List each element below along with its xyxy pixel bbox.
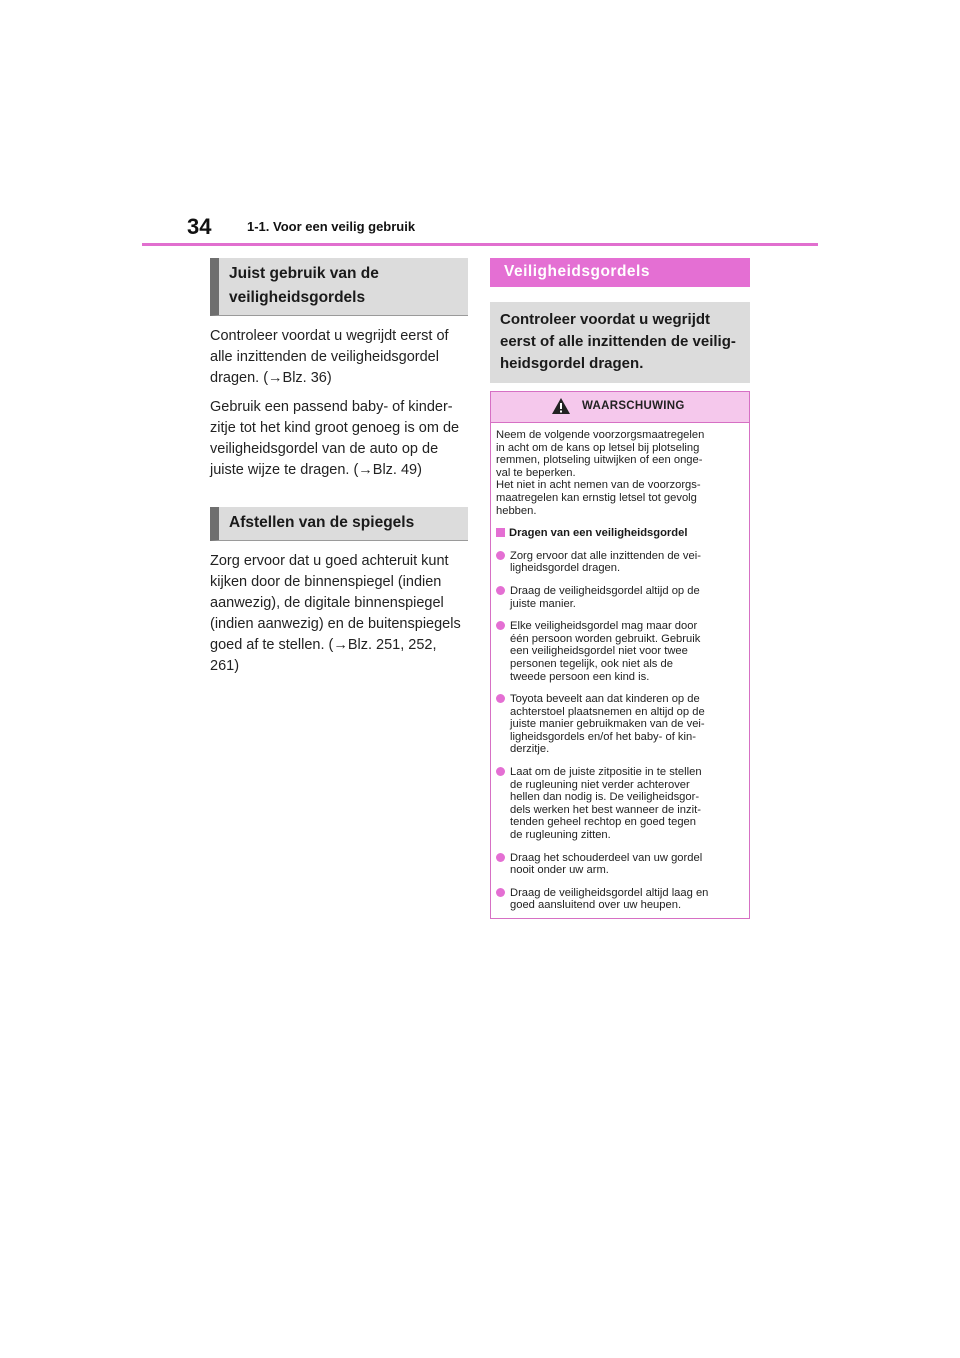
left-column — [210, 258, 468, 677]
list-item-text — [510, 766, 743, 842]
text-line: Gebruik een passend baby- of kinder- — [210, 399, 453, 415]
bullet-dot-icon — [496, 551, 505, 560]
text-line: achterstoel plaatsnemen en altijd op de — [510, 705, 705, 718]
heading-seatbelt-use — [210, 258, 468, 316]
text-line: Draag het schouderdeel van uw gordel — [510, 851, 703, 864]
text-line: juiste manier. — [510, 597, 576, 610]
list-item — [496, 585, 743, 610]
bullet-dot-icon — [496, 853, 505, 862]
list-item-text — [510, 550, 743, 575]
text-line: tweede persoon een kind is. — [510, 670, 650, 683]
text-line: derzitje. — [510, 743, 550, 756]
list-item-text — [510, 585, 743, 610]
square-marker-icon — [496, 528, 505, 537]
text-line: val te beperken. — [496, 466, 576, 479]
text-line: Toyota beveelt aan dat kinderen op de — [510, 693, 700, 706]
text-line: Neem de volgende voorzorgsmaatregelen — [496, 429, 705, 441]
list-item-text — [510, 620, 743, 683]
page-number: 34 — [187, 214, 212, 239]
text-line: dragen. (→Blz. 36) — [210, 370, 332, 386]
header-rule — [142, 243, 818, 246]
bullet-dot-icon — [496, 586, 505, 595]
list-item-text — [510, 887, 743, 912]
text-line: veiligheidsgordel van de auto op de — [210, 441, 439, 457]
text-line: (indien aanwezig) en de buitenspiegels — [210, 616, 461, 632]
heading-line: Afstellen van de spiegels — [229, 514, 415, 531]
list-item — [496, 550, 743, 575]
list-item — [496, 693, 743, 756]
text-line: hebben. — [496, 504, 537, 517]
text-line: alle inzittenden de veiligheidsgordel — [210, 349, 439, 365]
bullet-dot-icon — [496, 888, 505, 897]
list-item — [496, 620, 743, 683]
text-line: hellen dan nodig is. De veiligheidsgor- — [510, 791, 700, 804]
list-item-text — [510, 852, 743, 877]
paragraph-mirrors — [210, 551, 468, 677]
text-line: Draag de veiligheidsgordel altijd op de — [510, 584, 700, 597]
subheading-text: Dragen van een veiligheidsgordel — [509, 527, 688, 540]
warning-triangle-icon — [551, 397, 571, 415]
text-line: maatregelen kan ernstig letsel tot gevolg — [496, 491, 697, 504]
text-line: 261) — [210, 658, 240, 674]
warning-body — [491, 423, 749, 918]
warning-box — [490, 391, 750, 919]
summary-line: Controleer voordat u wegrijdt — [500, 311, 711, 328]
warning-subheading — [496, 527, 743, 540]
text-line: Het niet in acht nemen van de voorzorgs- — [496, 479, 701, 492]
list-item — [496, 852, 743, 877]
list-item — [496, 766, 743, 842]
text-line: Zorg ervoor dat u goed achteruit kunt — [210, 553, 449, 569]
summary-box — [490, 302, 750, 383]
warning-intro — [496, 429, 743, 517]
text-line: Zorg ervoor dat alle inzittenden de vei- — [510, 549, 701, 562]
summary-line: eerst of alle inzittenden de veilig- — [500, 333, 736, 350]
text-line: tenden geheel rechtop en goed tegen — [510, 816, 696, 829]
text-line: Elke veiligheidsgordel mag maar door — [510, 620, 698, 633]
text-line: Laat om de juiste zitpositie in te stellen — [510, 766, 702, 779]
text-line: een veiligheidsgordel niet voor twee — [510, 645, 688, 658]
text-line: kijken door de binnenspiegel (indien — [210, 574, 442, 590]
list-item — [496, 887, 743, 912]
warning-header — [491, 392, 749, 423]
text-line: zitje tot het kind groot genoeg is om de — [210, 420, 460, 436]
section-title-seatbelts: Veiligheidsgordels — [490, 258, 750, 287]
chapter-header: 1-1. Voor een veilig gebruik — [247, 219, 416, 234]
text-line: de rugleuning zitten. — [510, 829, 611, 842]
text-line: ligheidsgordel dragen. — [510, 562, 621, 575]
text-line: de rugleuning niet verder achterover — [510, 778, 690, 791]
text-line: één persoon worden gebruikt. Gebruik — [510, 632, 701, 645]
text-line: Controleer voordat u wegrijdt eerst of — [210, 328, 449, 344]
text-line: juiste wijze te dragen. (→Blz. 49) — [210, 462, 422, 478]
heading-mirrors — [210, 507, 468, 541]
bullet-dot-icon — [496, 767, 505, 776]
paragraph-child-seat — [210, 397, 468, 481]
text-line: goed af te stellen. (→Blz. 251, 252, — [210, 637, 437, 653]
warning-title: WAARSCHUWING — [582, 400, 685, 412]
list-item-text — [510, 693, 743, 756]
paragraph-check-belts — [210, 326, 468, 389]
summary-line: heidsgordel dragen. — [500, 355, 644, 372]
bullet-dot-icon — [496, 621, 505, 630]
text-line: Draag de veiligheidsgordel altijd laag en — [510, 886, 709, 899]
text-line: remmen, plotseling uitwijken of een onge- — [496, 454, 703, 467]
text-line: goed aansluitend over uw heupen. — [510, 899, 682, 912]
heading-line: Juist gebruik van de — [229, 265, 379, 282]
text-line: personen tegelijk, ook niet als de — [510, 657, 673, 670]
text-line: nooit onder uw arm. — [510, 864, 609, 877]
right-column — [490, 258, 750, 919]
text-line: juiste manier gebruikmaken van de vei- — [510, 718, 705, 731]
text-line: in acht om de kans op letsel bij plotseling — [496, 441, 700, 454]
text-line: ligheidsgordels en/of het baby- of kin- — [510, 730, 696, 743]
text-line: dels werken het best wanneer de inzit- — [510, 803, 701, 816]
text-line: aanwezig), de digitale binnenspiegel — [210, 595, 444, 611]
heading-line: veiligheidsgordels — [229, 289, 366, 306]
bullet-dot-icon — [496, 694, 505, 703]
